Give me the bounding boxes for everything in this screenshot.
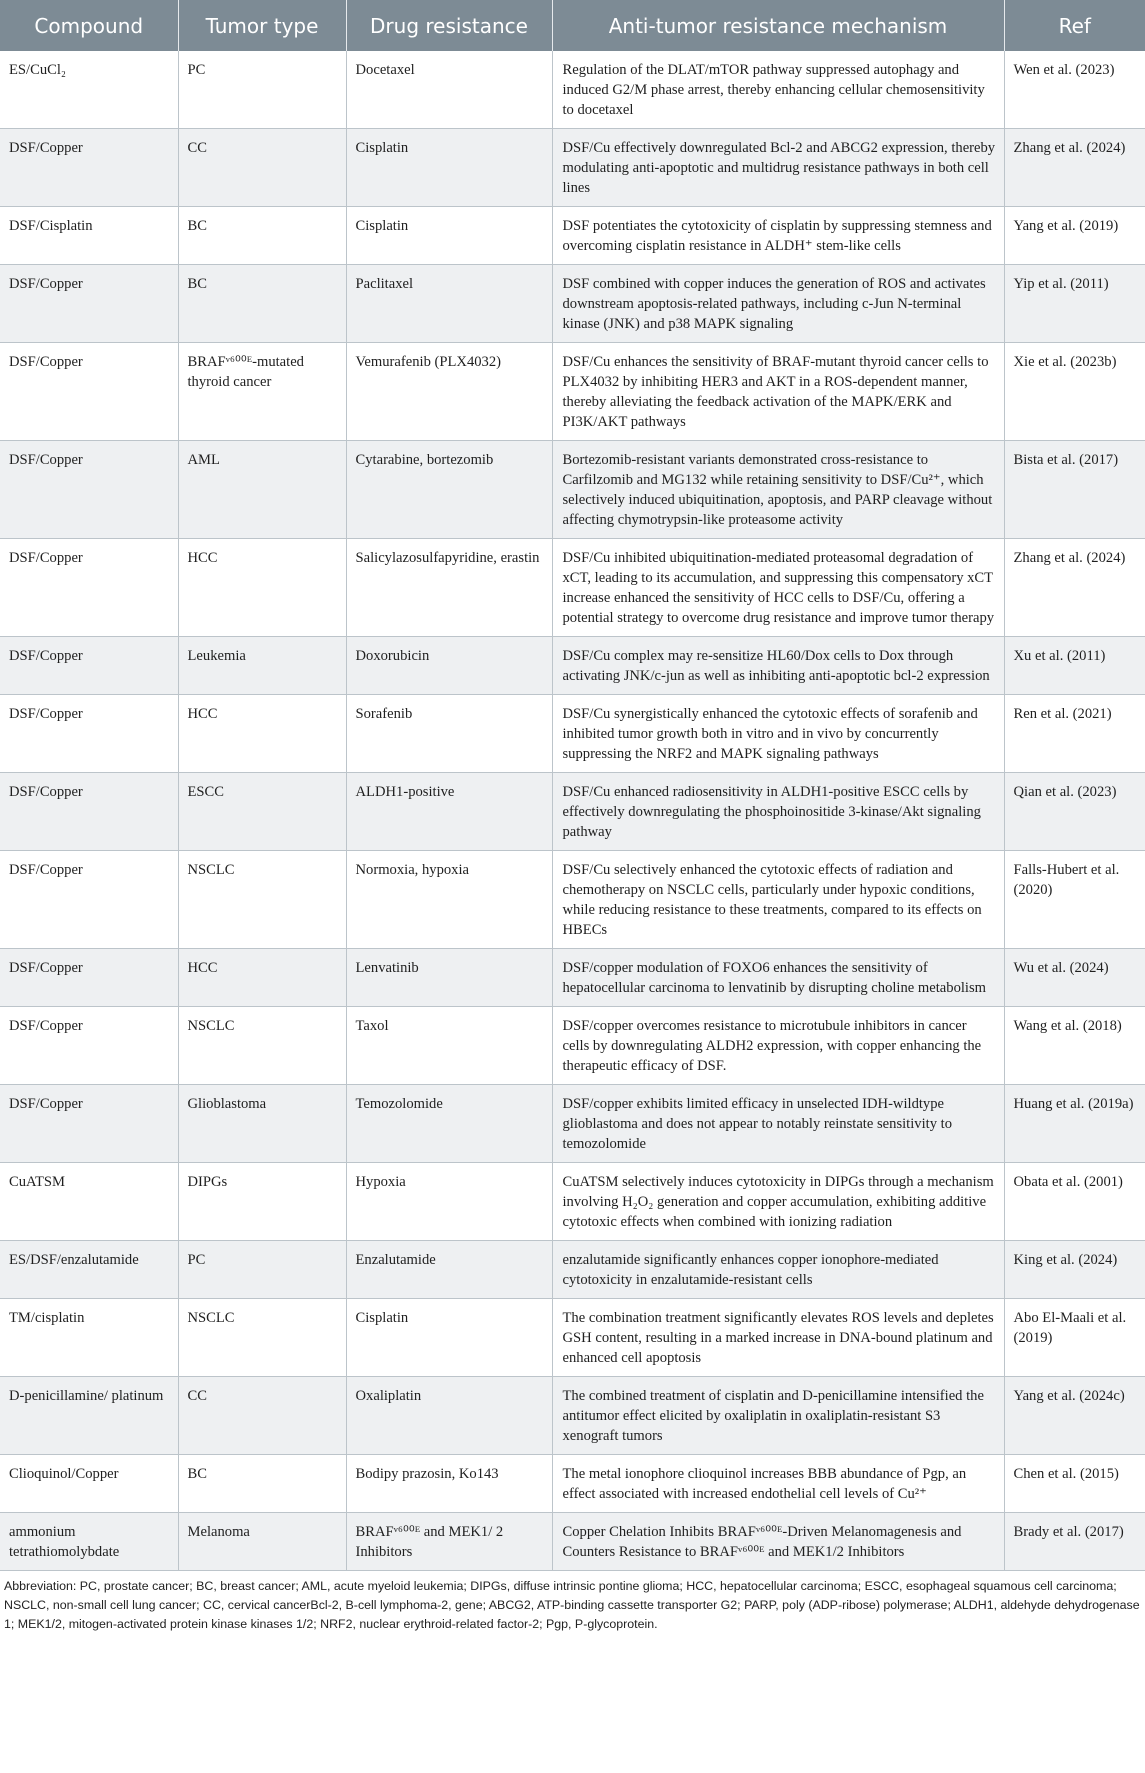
cell-mechanism: Copper Chelation Inhibits BRAFᵛ⁶⁰⁰ᴱ-Driven Melanomagenesis and Counters Resistance to BRAFᵛ⁶⁰⁰ᴱ and MEK1/2 Inhibitors bbox=[552, 1513, 1004, 1571]
table-row bbox=[0, 1241, 1145, 1299]
cell-mechanism: DSF potentiates the cytotoxicity of cisplatin by suppressing stemness and overcoming cisplatin resistance in ALDH⁺ stem-like cells bbox=[552, 207, 1004, 265]
table-header bbox=[0, 0, 1145, 51]
cell-compound: Clioquinol/Copper bbox=[0, 1455, 178, 1513]
cell-mechanism: DSF/Cu complex may re-sensitize HL60/Dox cells to Dox through activating JNK/c-jun as well as inhibiting anti-apoptotic bcl-2 expression bbox=[552, 637, 1004, 695]
cell-ref: King et al. (2024) bbox=[1004, 1241, 1145, 1299]
cell-mechanism: DSF/copper overcomes resistance to microtubule inhibitors in cancer cells by downregulating ALDH2 expression, with copper enhancing the therapeutic efficacy of DSF. bbox=[552, 1007, 1004, 1085]
cell-mechanism: Regulation of the DLAT/mTOR pathway suppressed autophagy and induced G2/M phase arrest, thereby enhancing cellular chemosensitivity to docetaxel bbox=[552, 51, 1004, 129]
cell-ref: Bista et al. (2017) bbox=[1004, 441, 1145, 539]
cell-ref: Wang et al. (2018) bbox=[1004, 1007, 1145, 1085]
cell-drug-resistance: Vemurafenib (PLX4032) bbox=[346, 343, 552, 441]
cell-ref: Chen et al. (2015) bbox=[1004, 1455, 1145, 1513]
cell-compound: DSF/Copper bbox=[0, 851, 178, 949]
cell-drug-resistance: Docetaxel bbox=[346, 51, 552, 129]
cell-ref: Huang et al. (2019a) bbox=[1004, 1085, 1145, 1163]
cell-tumor-type: Leukemia bbox=[178, 637, 346, 695]
cell-tumor-type: BC bbox=[178, 265, 346, 343]
cell-tumor-type: NSCLC bbox=[178, 1007, 346, 1085]
cell-tumor-type: NSCLC bbox=[178, 1299, 346, 1377]
cell-drug-resistance: Oxaliplatin bbox=[346, 1377, 552, 1455]
cell-ref: Zhang et al. (2024) bbox=[1004, 539, 1145, 637]
cell-tumor-type: CC bbox=[178, 1377, 346, 1455]
cell-mechanism: CuATSM selectively induces cytotoxicity in DIPGs through a mechanism involving H₂O₂ generation and copper accumulation, exhibiting additive cytotoxic effects when combined with ionizing radiation bbox=[552, 1163, 1004, 1241]
cell-ref: Xu et al. (2011) bbox=[1004, 637, 1145, 695]
cell-compound: DSF/Copper bbox=[0, 265, 178, 343]
table-row bbox=[0, 949, 1145, 1007]
cell-compound: D-penicillamine/ platinum bbox=[0, 1377, 178, 1455]
cell-ref: Wen et al. (2023) bbox=[1004, 51, 1145, 129]
cell-tumor-type: BC bbox=[178, 207, 346, 265]
table-row bbox=[0, 51, 1145, 129]
cell-compound: DSF/Copper bbox=[0, 129, 178, 207]
cell-mechanism: The combination treatment significantly elevates ROS levels and depletes GSH content, resulting in a marked increase in DNA-bound platinum and enhanced cell apoptosis bbox=[552, 1299, 1004, 1377]
cell-compound: DSF/Copper bbox=[0, 539, 178, 637]
table-row bbox=[0, 207, 1145, 265]
cell-compound: ES/CuCl₂ bbox=[0, 51, 178, 129]
table-row bbox=[0, 265, 1145, 343]
cell-mechanism: The metal ionophore clioquinol increases BBB abundance of Pgp, an effect associated with increased endothelial cell levels of Cu²⁺ bbox=[552, 1455, 1004, 1513]
cell-ref: Yang et al. (2019) bbox=[1004, 207, 1145, 265]
cell-compound: DSF/Copper bbox=[0, 695, 178, 773]
table-row bbox=[0, 851, 1145, 949]
cell-tumor-type: PC bbox=[178, 1241, 346, 1299]
header-drug-resistance: Drug resistance bbox=[346, 0, 552, 51]
cell-tumor-type: PC bbox=[178, 51, 346, 129]
cell-tumor-type: HCC bbox=[178, 695, 346, 773]
cell-ref: Falls-Hubert et al. (2020) bbox=[1004, 851, 1145, 949]
cell-tumor-type: AML bbox=[178, 441, 346, 539]
cell-drug-resistance: BRAFᵛ⁶⁰⁰ᴱ and MEK1/ 2 Inhibitors bbox=[346, 1513, 552, 1571]
table-row bbox=[0, 1513, 1145, 1571]
cell-drug-resistance: Salicylazosulfapyridine, erastin bbox=[346, 539, 552, 637]
header-compound: Compound bbox=[0, 0, 178, 51]
cell-drug-resistance: Lenvatinib bbox=[346, 949, 552, 1007]
cell-mechanism: DSF/Cu enhanced radiosensitivity in ALDH1-positive ESCC cells by effectively downregulating the phosphoinositide 3-kinase/Akt signaling pathway bbox=[552, 773, 1004, 851]
cell-drug-resistance: Hypoxia bbox=[346, 1163, 552, 1241]
cell-drug-resistance: Temozolomide bbox=[346, 1085, 552, 1163]
cell-tumor-type: NSCLC bbox=[178, 851, 346, 949]
cell-mechanism: DSF/Cu enhances the sensitivity of BRAF-mutant thyroid cancer cells to PLX4032 by inhibiting HER3 and AKT in a ROS-dependent manner, thereby alleviating the feedback activation of the MAPK/ERK and PI3K/AKT pathways bbox=[552, 343, 1004, 441]
table-row bbox=[0, 1377, 1145, 1455]
table-body bbox=[0, 51, 1145, 1571]
cell-drug-resistance: Doxorubicin bbox=[346, 637, 552, 695]
cell-drug-resistance: Cisplatin bbox=[346, 207, 552, 265]
table-row bbox=[0, 1085, 1145, 1163]
cell-compound: TM/cisplatin bbox=[0, 1299, 178, 1377]
header-row bbox=[0, 0, 1145, 51]
cell-ref: Yang et al. (2024c) bbox=[1004, 1377, 1145, 1455]
cell-mechanism: DSF combined with copper induces the generation of ROS and activates downstream apoptosis-related pathways, including c-Jun N-terminal kinase (JNK) and p38 MAPK signaling bbox=[552, 265, 1004, 343]
table-row bbox=[0, 441, 1145, 539]
cell-drug-resistance: Sorafenib bbox=[346, 695, 552, 773]
cell-compound: DSF/Copper bbox=[0, 1007, 178, 1085]
table-row bbox=[0, 539, 1145, 637]
cell-mechanism: Bortezomib-resistant variants demonstrated cross-resistance to Carfilzomib and MG132 while retaining sensitivity to DSF/Cu²⁺, which selectively induced ubiquitination, apoptosis, and PARP cleavage without affecting chymotrypsin-like proteasome activity bbox=[552, 441, 1004, 539]
table-row bbox=[0, 343, 1145, 441]
cell-mechanism: DSF/Cu selectively enhanced the cytotoxic effects of radiation and chemotherapy on NSCLC cells, particularly under hypoxic conditions, while reducing resistance to these treatments, compared to its effects on HBECs bbox=[552, 851, 1004, 949]
cell-mechanism: DSF/copper exhibits limited efficacy in unselected IDH-wildtype glioblastoma and does not appear to notably reinstate sensitivity to temozolomide bbox=[552, 1085, 1004, 1163]
cell-ref: Yip et al. (2011) bbox=[1004, 265, 1145, 343]
cell-drug-resistance: Bodipy prazosin, Ko143 bbox=[346, 1455, 552, 1513]
cell-compound: DSF/Copper bbox=[0, 637, 178, 695]
cell-compound: DSF/Copper bbox=[0, 441, 178, 539]
cell-ref: Ren et al. (2021) bbox=[1004, 695, 1145, 773]
cell-tumor-type: CC bbox=[178, 129, 346, 207]
cell-compound: DSF/Copper bbox=[0, 773, 178, 851]
table-row bbox=[0, 1163, 1145, 1241]
cell-mechanism: DSF/Cu synergistically enhanced the cytotoxic effects of sorafenib and inhibited tumor growth both in vitro and in vivo by concurrently suppressing the NRF2 and MAPK signaling pathways bbox=[552, 695, 1004, 773]
cell-mechanism: DSF/copper modulation of FOXO6 enhances the sensitivity of hepatocellular carcinoma to lenvatinib by disrupting choline metabolism bbox=[552, 949, 1004, 1007]
cell-ref: Zhang et al. (2024) bbox=[1004, 129, 1145, 207]
cell-compound: DSF/Copper bbox=[0, 343, 178, 441]
cell-compound: DSF/Copper bbox=[0, 949, 178, 1007]
cell-ref: Obata et al. (2001) bbox=[1004, 1163, 1145, 1241]
table-row bbox=[0, 1007, 1145, 1085]
cell-tumor-type: BC bbox=[178, 1455, 346, 1513]
table-row bbox=[0, 129, 1145, 207]
cell-tumor-type: Melanoma bbox=[178, 1513, 346, 1571]
cell-drug-resistance: Paclitaxel bbox=[346, 265, 552, 343]
cell-drug-resistance: Normoxia, hypoxia bbox=[346, 851, 552, 949]
table-row bbox=[0, 1299, 1145, 1377]
header-tumor-type: Tumor type bbox=[178, 0, 346, 51]
cell-tumor-type: ESCC bbox=[178, 773, 346, 851]
table-row bbox=[0, 1455, 1145, 1513]
cell-drug-resistance: Cisplatin bbox=[346, 1299, 552, 1377]
cell-compound: DSF/Cisplatin bbox=[0, 207, 178, 265]
table-row bbox=[0, 637, 1145, 695]
cell-compound: ES/DSF/enzalutamide bbox=[0, 1241, 178, 1299]
cell-ref: Xie et al. (2023b) bbox=[1004, 343, 1145, 441]
cell-tumor-type: DIPGs bbox=[178, 1163, 346, 1241]
cell-tumor-type: HCC bbox=[178, 539, 346, 637]
cell-drug-resistance: Taxol bbox=[346, 1007, 552, 1085]
cell-mechanism: enzalutamide significantly enhances copper ionophore-mediated cytotoxicity in enzalutamide-resistant cells bbox=[552, 1241, 1004, 1299]
table-row bbox=[0, 695, 1145, 773]
cell-mechanism: DSF/Cu effectively downregulated Bcl-2 and ABCG2 expression, thereby modulating anti-apoptotic and multidrug resistance pathways in both cell lines bbox=[552, 129, 1004, 207]
abbreviation-footnote: Abbreviation: PC, prostate cancer; BC, breast cancer; AML, acute myeloid leukemia; DIPGs, diffuse intrinsic pontine glioma; HCC, hepatocellular carcinoma; ESCC, esophageal squamous cell carcinoma; NSCLC, non-small cell lung cancer; CC, cervical cancerBcl-2, B-cell lymphoma-2, gene; ABCG2, ATP-binding cassette transporter G2; PARP, poly (ADP-ribose) polymerase; ALDH1, aldehyde dehydrogenase 1; MEK1/2, mitogen-activated protein kinase kinases 1/2; NRF2, nuclear erythroid-related factor-2; Pgp, P-glycoprotein. bbox=[4, 1579, 1140, 1631]
cell-drug-resistance: Cytarabine, bortezomib bbox=[346, 441, 552, 539]
cell-compound: DSF/Copper bbox=[0, 1085, 178, 1163]
cell-ref: Wu et al. (2024) bbox=[1004, 949, 1145, 1007]
cell-compound: CuATSM bbox=[0, 1163, 178, 1241]
cell-ref: Abo El-Maali et al. (2019) bbox=[1004, 1299, 1145, 1377]
cell-ref: Qian et al. (2023) bbox=[1004, 773, 1145, 851]
cell-ref: Brady et al. (2017) bbox=[1004, 1513, 1145, 1571]
header-ref: Ref bbox=[1004, 0, 1145, 51]
table-row bbox=[0, 773, 1145, 851]
header-mechanism: Anti-tumor resistance mechanism bbox=[552, 0, 1004, 51]
cell-drug-resistance: ALDH1-positive bbox=[346, 773, 552, 851]
cell-drug-resistance: Enzalutamide bbox=[346, 1241, 552, 1299]
cell-mechanism: The combined treatment of cisplatin and D-penicillamine intensified the antitumor effect elicited by oxaliplatin in oxaliplatin-resistant S3 xenograft tumors bbox=[552, 1377, 1004, 1455]
cell-compound: ammonium tetrathiomolybdate bbox=[0, 1513, 178, 1571]
cell-tumor-type: HCC bbox=[178, 949, 346, 1007]
cell-mechanism: DSF/Cu inhibited ubiquitination-mediated proteasomal degradation of xCT, leading to its accumulation, and suppressing this compensatory xCT increase enhanced the sensitivity of HCC cells to DSF/Cu, offering a potential strategy to overcome drug resistance and improve tumor therapy bbox=[552, 539, 1004, 637]
cell-drug-resistance: Cisplatin bbox=[346, 129, 552, 207]
cell-tumor-type: Glioblastoma bbox=[178, 1085, 346, 1163]
cell-tumor-type: BRAFᵛ⁶⁰⁰ᴱ-mutated thyroid cancer bbox=[178, 343, 346, 441]
